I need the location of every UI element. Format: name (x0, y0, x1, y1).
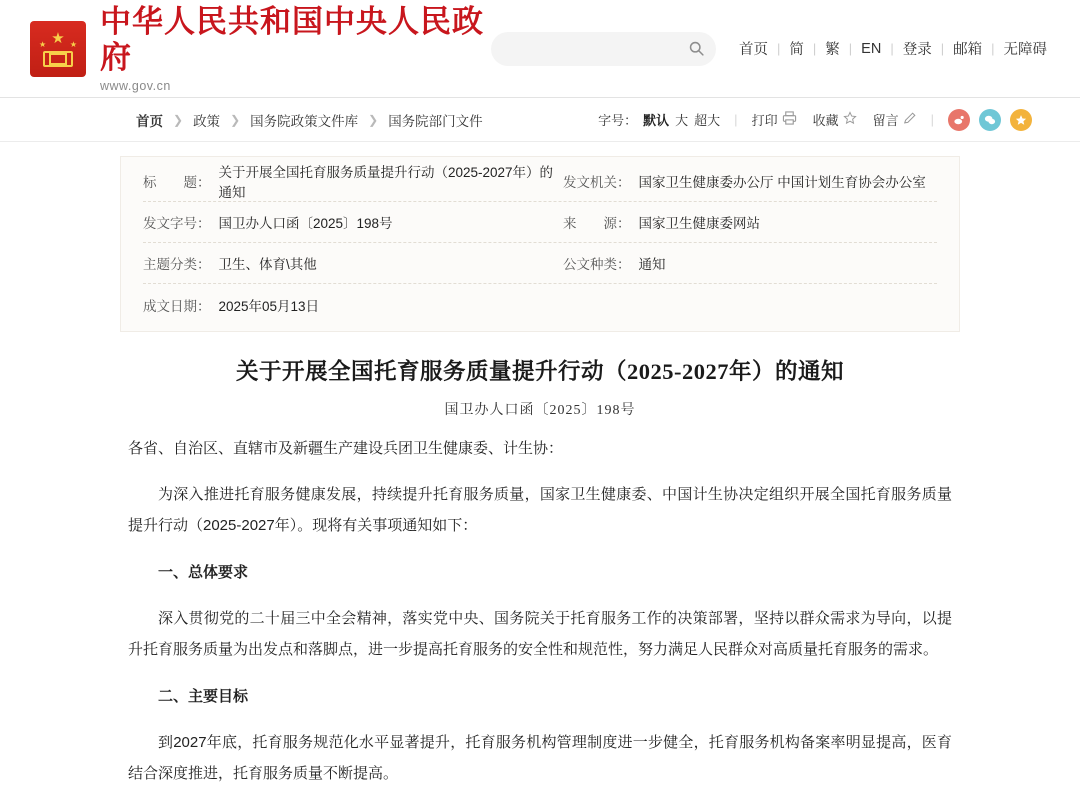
emblem-gear (43, 51, 73, 67)
pencil-icon (903, 111, 917, 128)
section-heading-1: 一、总体要求 (158, 564, 249, 581)
header-right (491, 32, 1056, 66)
emblem-star-right: ★ (69, 39, 77, 49)
meta-value: 通知 (638, 257, 666, 272)
header-links (730, 38, 1056, 59)
font-size-control (598, 110, 720, 129)
header-link-accessibility[interactable]: 无障碍 (1003, 42, 1047, 58)
paragraph-section-1-body: 深入贯彻党的二十届三中全会精神，落实党中央、国务院关于托育服务工作的决策部署，坚持以群众需求为导向，以提升托育服务质量为出发点和落脚点，进一步提高托育服务的安全性和规范性，努力满足人民群众对高质量托育服务的需求。 (128, 610, 952, 658)
paragraph-intro: 为深入推进托育服务健康发展，持续提升托育服务质量，国家卫生健康委、中国计生协决定组织开展全国托育服务质量提升行动（2025-2027年）。现将有关事项通知如下： (128, 486, 952, 534)
breadcrumb-chevron-1: ❯ (173, 112, 184, 127)
header-link-sep-1: | (777, 41, 781, 56)
meta-cell-source (563, 212, 937, 232)
meta-label: 成文日期： (143, 298, 211, 314)
breadcrumb-chevron-2: ❯ (230, 112, 241, 127)
header-link-simplified[interactable]: 简 (789, 42, 804, 58)
meta-cell-category (143, 253, 563, 273)
meta-label: 来 源： (563, 216, 631, 231)
breadcrumb-item-department-docs[interactable]: 国务院部门文件 (388, 113, 483, 129)
national-emblem-icon (30, 21, 86, 77)
meta-value: 关于开展全国托育服务质量提升行动（2025-2027年）的通知 (218, 165, 554, 200)
meta-value: 国家卫生健康委办公厅 中国计划生育协会办公室 (638, 175, 926, 190)
weibo-share-icon[interactable] (948, 109, 970, 131)
header-link-login[interactable]: 登录 (902, 42, 932, 58)
meta-value: 国卫办人口函〔2025〕198号 (218, 216, 393, 231)
wechat-share-icon[interactable] (979, 109, 1001, 131)
document-meta-table (120, 156, 960, 332)
meta-cell-doc-type (563, 253, 937, 273)
share-buttons (948, 109, 1032, 131)
meta-label: 公文种类： (563, 257, 631, 272)
meta-value: 2025年05月13日 (218, 298, 320, 314)
search-box[interactable] (491, 32, 716, 66)
header-link-home[interactable]: 首页 (739, 42, 768, 58)
meta-row (143, 161, 937, 202)
brand-block (100, 4, 491, 93)
breadcrumb-chevron-3: ❯ (368, 112, 379, 127)
meta-cell-title (143, 161, 563, 201)
font-size-large[interactable]: 大 (675, 113, 689, 128)
toolbar (0, 98, 1080, 142)
print-label: 打印 (751, 113, 778, 128)
meta-label: 发文字号： (143, 216, 211, 231)
print-button[interactable] (752, 110, 797, 129)
site-url: www.gov.cn (100, 79, 171, 94)
qzone-share-icon[interactable] (1010, 109, 1032, 131)
favorite-label: 收藏 (812, 113, 839, 128)
meta-label: 发文机关： (563, 175, 631, 190)
star-icon (843, 111, 857, 128)
meta-value: 国家卫生健康委网站 (638, 216, 760, 231)
meta-row (143, 243, 937, 284)
meta-cell-issuing-agency (563, 171, 937, 191)
toolbar-actions (598, 109, 1080, 131)
header-link-sep-4: | (890, 41, 894, 56)
search-input[interactable] (507, 40, 686, 57)
article-body (0, 354, 1080, 789)
header-link-english[interactable]: EN (861, 40, 882, 57)
meta-row (143, 284, 937, 325)
font-size-default[interactable]: 默认 (643, 113, 670, 128)
meta-value: 卫生、体育\其他 (218, 257, 317, 272)
site-title: 中华人民共和国中央人民政府 (100, 3, 484, 75)
comment-label: 留言 (872, 113, 899, 128)
meta-row (143, 202, 937, 243)
meta-cell-doc-number (143, 212, 563, 232)
breadcrumb-item-policy[interactable]: 政策 (193, 113, 221, 129)
comment-button[interactable] (873, 110, 917, 129)
search-icon[interactable] (686, 39, 706, 59)
toolbar-divider-1: | (734, 112, 738, 127)
meta-label: 主题分类： (143, 257, 211, 272)
header-link-sep-2: | (812, 41, 817, 56)
paragraph-salutation: 各省、自治区、直辖市及新疆生产建设兵团卫生健康委、计生协： (128, 440, 564, 457)
breadcrumb-item-home[interactable]: 首页 (136, 113, 163, 129)
emblem-star-left: ★ (39, 39, 47, 49)
header-link-sep-5: | (940, 41, 945, 56)
paragraph-section-2-body: 到2027年底，托育服务规范化水平显著提升，托育服务机构管理制度进一步健全，托育服务机构备案率明显提高，医育结合深度推进，托育服务质量不断提高。 (128, 734, 952, 782)
printer-icon (782, 111, 797, 128)
header-link-mail[interactable]: 邮箱 (953, 42, 983, 58)
toolbar-divider-2: | (930, 112, 934, 127)
favorite-button[interactable] (813, 110, 857, 129)
emblem-star-large: ★ (51, 29, 65, 47)
header-link-sep-6: | (991, 41, 995, 56)
breadcrumb-item-policy-library[interactable]: 国务院政策文件库 (250, 113, 359, 129)
header-link-sep-3: | (848, 41, 853, 56)
meta-label: 标 题： (143, 175, 211, 190)
meta-cell-date (143, 295, 563, 315)
section-heading-2: 二、主要目标 (158, 688, 249, 705)
breadcrumb (136, 110, 483, 130)
site-header (0, 0, 1080, 98)
font-size-extra-large[interactable]: 超大 (694, 113, 721, 128)
header-link-traditional[interactable]: 繁 (825, 42, 840, 58)
font-size-label: 字号： (598, 113, 638, 128)
document-number: 国卫办人口函〔2025〕198号 (444, 403, 636, 418)
page-title: 关于开展全国托育服务质量提升行动（2025-2027年）的通知 (236, 359, 844, 384)
